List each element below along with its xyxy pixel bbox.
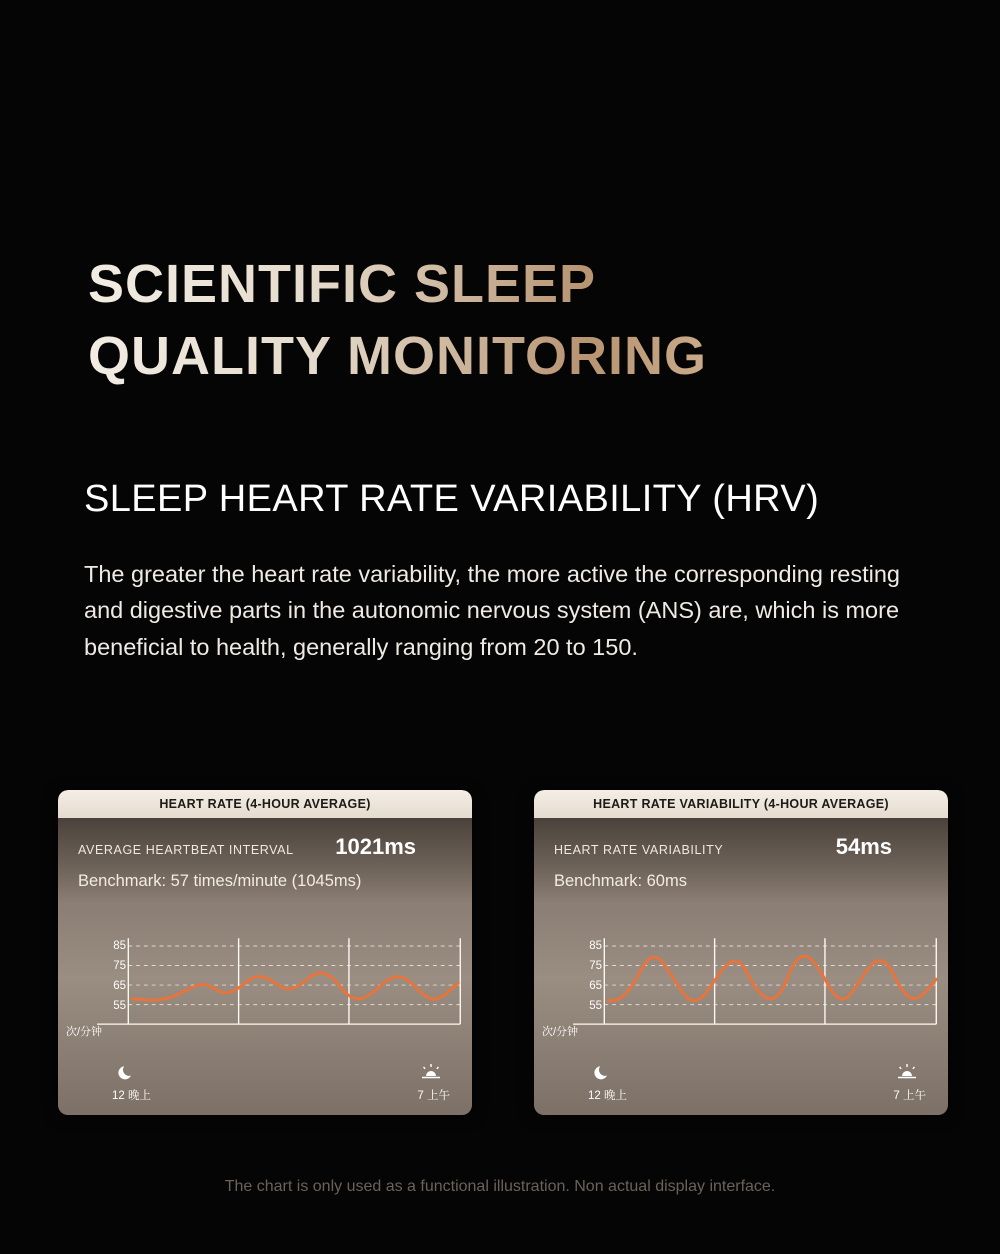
card-header <box>534 790 948 818</box>
y-tick-65: 65 <box>589 980 602 992</box>
chart-area-heart-rate <box>58 905 472 1115</box>
section-body-text: The greater the heart rate variability, the more active the corresponding resting and digestive parts in the autonomic nervous system (ANS) are, which is more beneficial to health, generally ranging from 20 to 150. <box>84 561 900 660</box>
y-tick-75: 75 <box>589 960 602 972</box>
card-stats-panel <box>534 818 948 905</box>
y-tick-85: 85 <box>589 940 602 952</box>
moon-icon <box>594 1063 612 1081</box>
card-stats-panel <box>58 818 472 905</box>
y-axis-unit: 次/分钟 <box>66 1026 103 1038</box>
benchmark-text: Benchmark: 60ms <box>554 872 687 890</box>
chart-card-heart-rate <box>58 790 472 1115</box>
time-end-label: 7 上午 <box>417 1090 450 1102</box>
y-tick-85: 85 <box>113 940 126 952</box>
moon-icon <box>118 1063 136 1081</box>
page-title <box>88 248 888 393</box>
sunrise-icon <box>896 1063 918 1081</box>
time-start-label: 12 晚上 <box>588 1090 627 1102</box>
stat-row <box>554 834 928 860</box>
y-tick-75: 75 <box>113 960 126 972</box>
y-tick-55: 55 <box>113 1000 126 1012</box>
card-title: HEART RATE VARIABILITY (4-HOUR AVERAGE) <box>593 797 889 811</box>
stat-row <box>78 834 452 860</box>
card-title: HEART RATE (4-HOUR AVERAGE) <box>159 797 371 811</box>
chart-card-hrv <box>534 790 948 1115</box>
chart-area-hrv <box>534 905 948 1115</box>
headline-line-1: SCIENTIFIC SLEEP <box>88 248 888 320</box>
section-subheading: SLEEP HEART RATE VARIABILITY (HRV) <box>84 478 820 520</box>
y-tick-55: 55 <box>589 1000 602 1012</box>
stat-label: HEART RATE VARIABILITY <box>554 843 724 857</box>
sunrise-icon <box>420 1063 442 1081</box>
time-start-label: 12 晚上 <box>112 1090 151 1102</box>
stat-value: 54ms <box>835 834 892 859</box>
headline-line-2: QUALITY MONITORING <box>88 320 888 392</box>
time-end-label: 7 上午 <box>893 1090 926 1102</box>
stat-value: 1021ms <box>335 834 416 859</box>
disclaimer-text: The chart is only used as a functional illustration. Non actual display interface. <box>224 1178 776 1195</box>
benchmark-text: Benchmark: 57 times/minute (1045ms) <box>78 872 362 890</box>
chart-card-list <box>58 790 948 1115</box>
y-tick-65: 65 <box>113 980 126 992</box>
y-axis-unit: 次/分钟 <box>542 1026 579 1038</box>
stat-label: AVERAGE HEARTBEAT INTERVAL <box>78 843 294 857</box>
card-header <box>58 790 472 818</box>
